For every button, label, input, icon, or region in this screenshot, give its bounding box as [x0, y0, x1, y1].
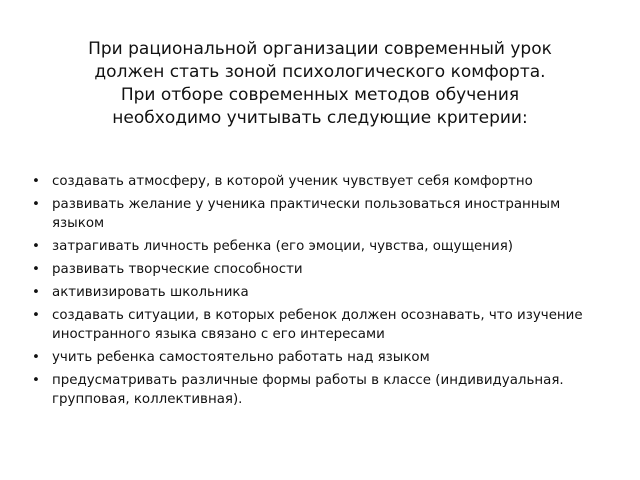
list-item	[30, 283, 610, 302]
title-line: необходимо учитывать следующие критерии:	[112, 108, 528, 128]
list-item	[30, 348, 610, 367]
list-item	[30, 260, 610, 279]
bullet-icon: •	[32, 174, 40, 189]
bullet-icon: •	[32, 262, 40, 277]
list-item-text: развивать творческие способности	[52, 262, 303, 277]
list-item	[30, 172, 610, 191]
bullet-icon: •	[32, 350, 40, 365]
list-item-text: активизировать школьника	[52, 285, 249, 300]
bullet-icon: •	[32, 197, 40, 212]
criteria-list	[30, 172, 610, 413]
list-item-text: затрагивать личность ребенка (его эмоции, чувства, ощущения)	[52, 239, 514, 254]
list-item	[30, 371, 610, 409]
list-item	[30, 237, 610, 256]
bullet-icon: •	[32, 308, 40, 323]
list-item-text: предусматривать различные формы работы в классе (индивидуальная. групповая, коллективная).	[52, 373, 564, 407]
list-item-text: учить ребенка самостоятельно работать над языком	[52, 350, 430, 365]
list-item	[30, 306, 610, 344]
slide-title	[40, 38, 600, 130]
list-item-text: развивать желание у ученика практически пользоваться иностранным языком	[52, 197, 561, 231]
list-item	[30, 195, 610, 233]
title-line: При рациональной организации современный урок	[88, 39, 552, 59]
bullet-icon: •	[32, 373, 40, 388]
title-line: должен стать зоной психологического комфорта.	[94, 62, 546, 82]
list-item-text: создавать ситуации, в которых ребенок должен осознавать, что изучение иностранного языка связано с его интересами	[52, 308, 583, 342]
bullet-icon: •	[32, 239, 40, 254]
bullet-icon: •	[32, 285, 40, 300]
list-item-text: создавать атмосферу, в которой ученик чувствует себя комфортно	[52, 174, 533, 189]
title-line: При отборе современных методов обучения	[120, 85, 520, 105]
